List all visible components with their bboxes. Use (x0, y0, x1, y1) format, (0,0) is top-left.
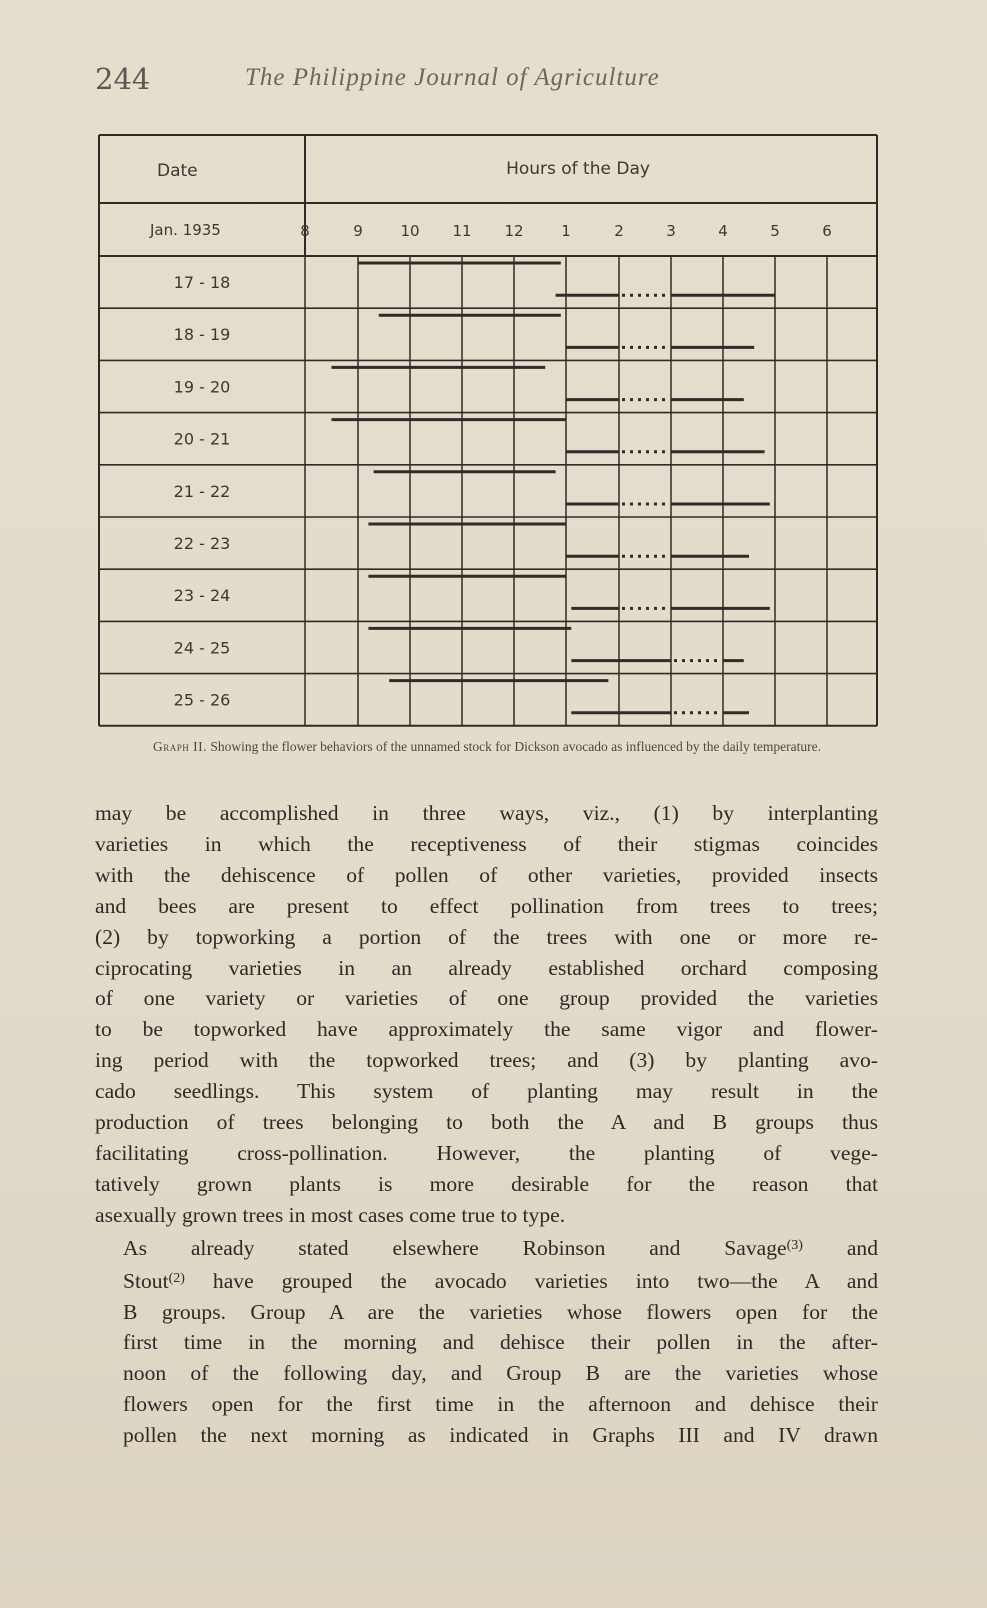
text-line: tatively grown plants is more desirable for the reason that (95, 1171, 878, 1196)
text-span: have grouped the avocado varieties into two—the A and (184, 1268, 878, 1293)
header-hours: Hours of the Day (506, 159, 650, 179)
row-date-label: 17 - 18 (173, 273, 231, 292)
text-line: cado seedlings. This system of planting may result in the (95, 1079, 878, 1104)
text-line: noon of the following day, and Group B are the varieties whose (123, 1361, 878, 1386)
text-line: pollen the next morning as indicated in Graphs III and IV drawn (123, 1423, 878, 1448)
hour-tick-label: 9 (353, 222, 363, 240)
text-line: of one variety or varieties of one group provided the varieties (95, 986, 878, 1011)
text-line: may be accomplished in three ways, viz., (1) by interplanting (95, 801, 878, 825)
text-line: varieties in which the receptiveness of their stigmas coincides (95, 831, 878, 856)
text-line: (2) by topworking a portion of the trees with one or more re- (95, 924, 878, 949)
graph-bars (332, 263, 776, 713)
graph-caption (92, 737, 882, 757)
hour-tick-label: 10 (400, 222, 420, 240)
body-text (95, 798, 878, 1451)
reference-2: (2) (168, 1270, 185, 1286)
text-line: ciprocating varieties in an already established orchard composing (95, 955, 878, 980)
hour-tick-label: 4 (718, 222, 728, 240)
hour-tick-label: 2 (614, 222, 624, 240)
row-date-label: 22 - 23 (173, 534, 231, 553)
text-line: first time in the morning and dehisce their pollen in the after- (123, 1330, 878, 1355)
text-line: flowers open for the first time in the afternoon and dehisce their (123, 1392, 878, 1417)
caption-text: Showing the flower behaviors of the unnamed stock for Dickson avocado as influenced by the daily temperature. (210, 739, 822, 754)
hour-tick-label: 3 (666, 222, 676, 240)
text-line (95, 1231, 878, 1264)
paragraph-2 (95, 1231, 878, 1451)
paragraph-1 (95, 798, 878, 1231)
text-span: Stout (123, 1268, 169, 1293)
reference-3: (3) (786, 1237, 803, 1253)
text-line: and bees are present to effect pollination from trees to trees; (95, 893, 878, 918)
row-date-label: 24 - 25 (173, 638, 231, 658)
text-line: facilitating cross-pollination. However, the planting of vege- (95, 1140, 878, 1165)
text-line: to be topworked have approximately the same vigor and flower- (95, 1017, 878, 1042)
row-date-label: 23 - 24 (173, 586, 231, 606)
text-line: production of trees belonging to both the A and B groups thus (95, 1110, 878, 1135)
caption-label: Graph II. (152, 739, 207, 754)
row-date-label: 25 - 26 (173, 690, 231, 710)
text-line: ing period with the topworked trees; and (3) by planting avo- (95, 1048, 878, 1073)
row-date-label: 19 - 20 (173, 377, 231, 397)
hour-tick-label: 6 (822, 222, 832, 240)
hour-tick-label: 12 (504, 222, 524, 240)
text-span: As already stated elsewhere Robinson and Savage (123, 1235, 787, 1260)
subheader-month: Jan. 1935 (150, 221, 221, 239)
hour-tick-label: 11 (452, 222, 472, 240)
row-date-label: 21 - 22 (173, 481, 231, 501)
hour-tick-label: 8 (300, 222, 310, 240)
hour-tick-label: 5 (770, 222, 780, 240)
journal-title: The Philippine Journal of Agriculture (245, 64, 660, 91)
row-date-label: 20 - 21 (173, 429, 231, 449)
page-number: 244 (95, 62, 151, 96)
flower-behavior-graph (0, 0, 987, 730)
text-span: and (802, 1235, 878, 1260)
text-line: with the dehiscence of pollen of other varieties, provided insects (95, 862, 878, 887)
text-line: B groups. Group A are the varieties whose flowers open for the (123, 1299, 878, 1324)
hour-tick-label: 1 (561, 222, 571, 240)
text-line: asexually grown trees in most cases come true to type. (95, 1202, 566, 1227)
header-date: Date (157, 161, 198, 181)
text-line (95, 1264, 878, 1297)
row-date-label: 18 - 19 (173, 325, 231, 345)
